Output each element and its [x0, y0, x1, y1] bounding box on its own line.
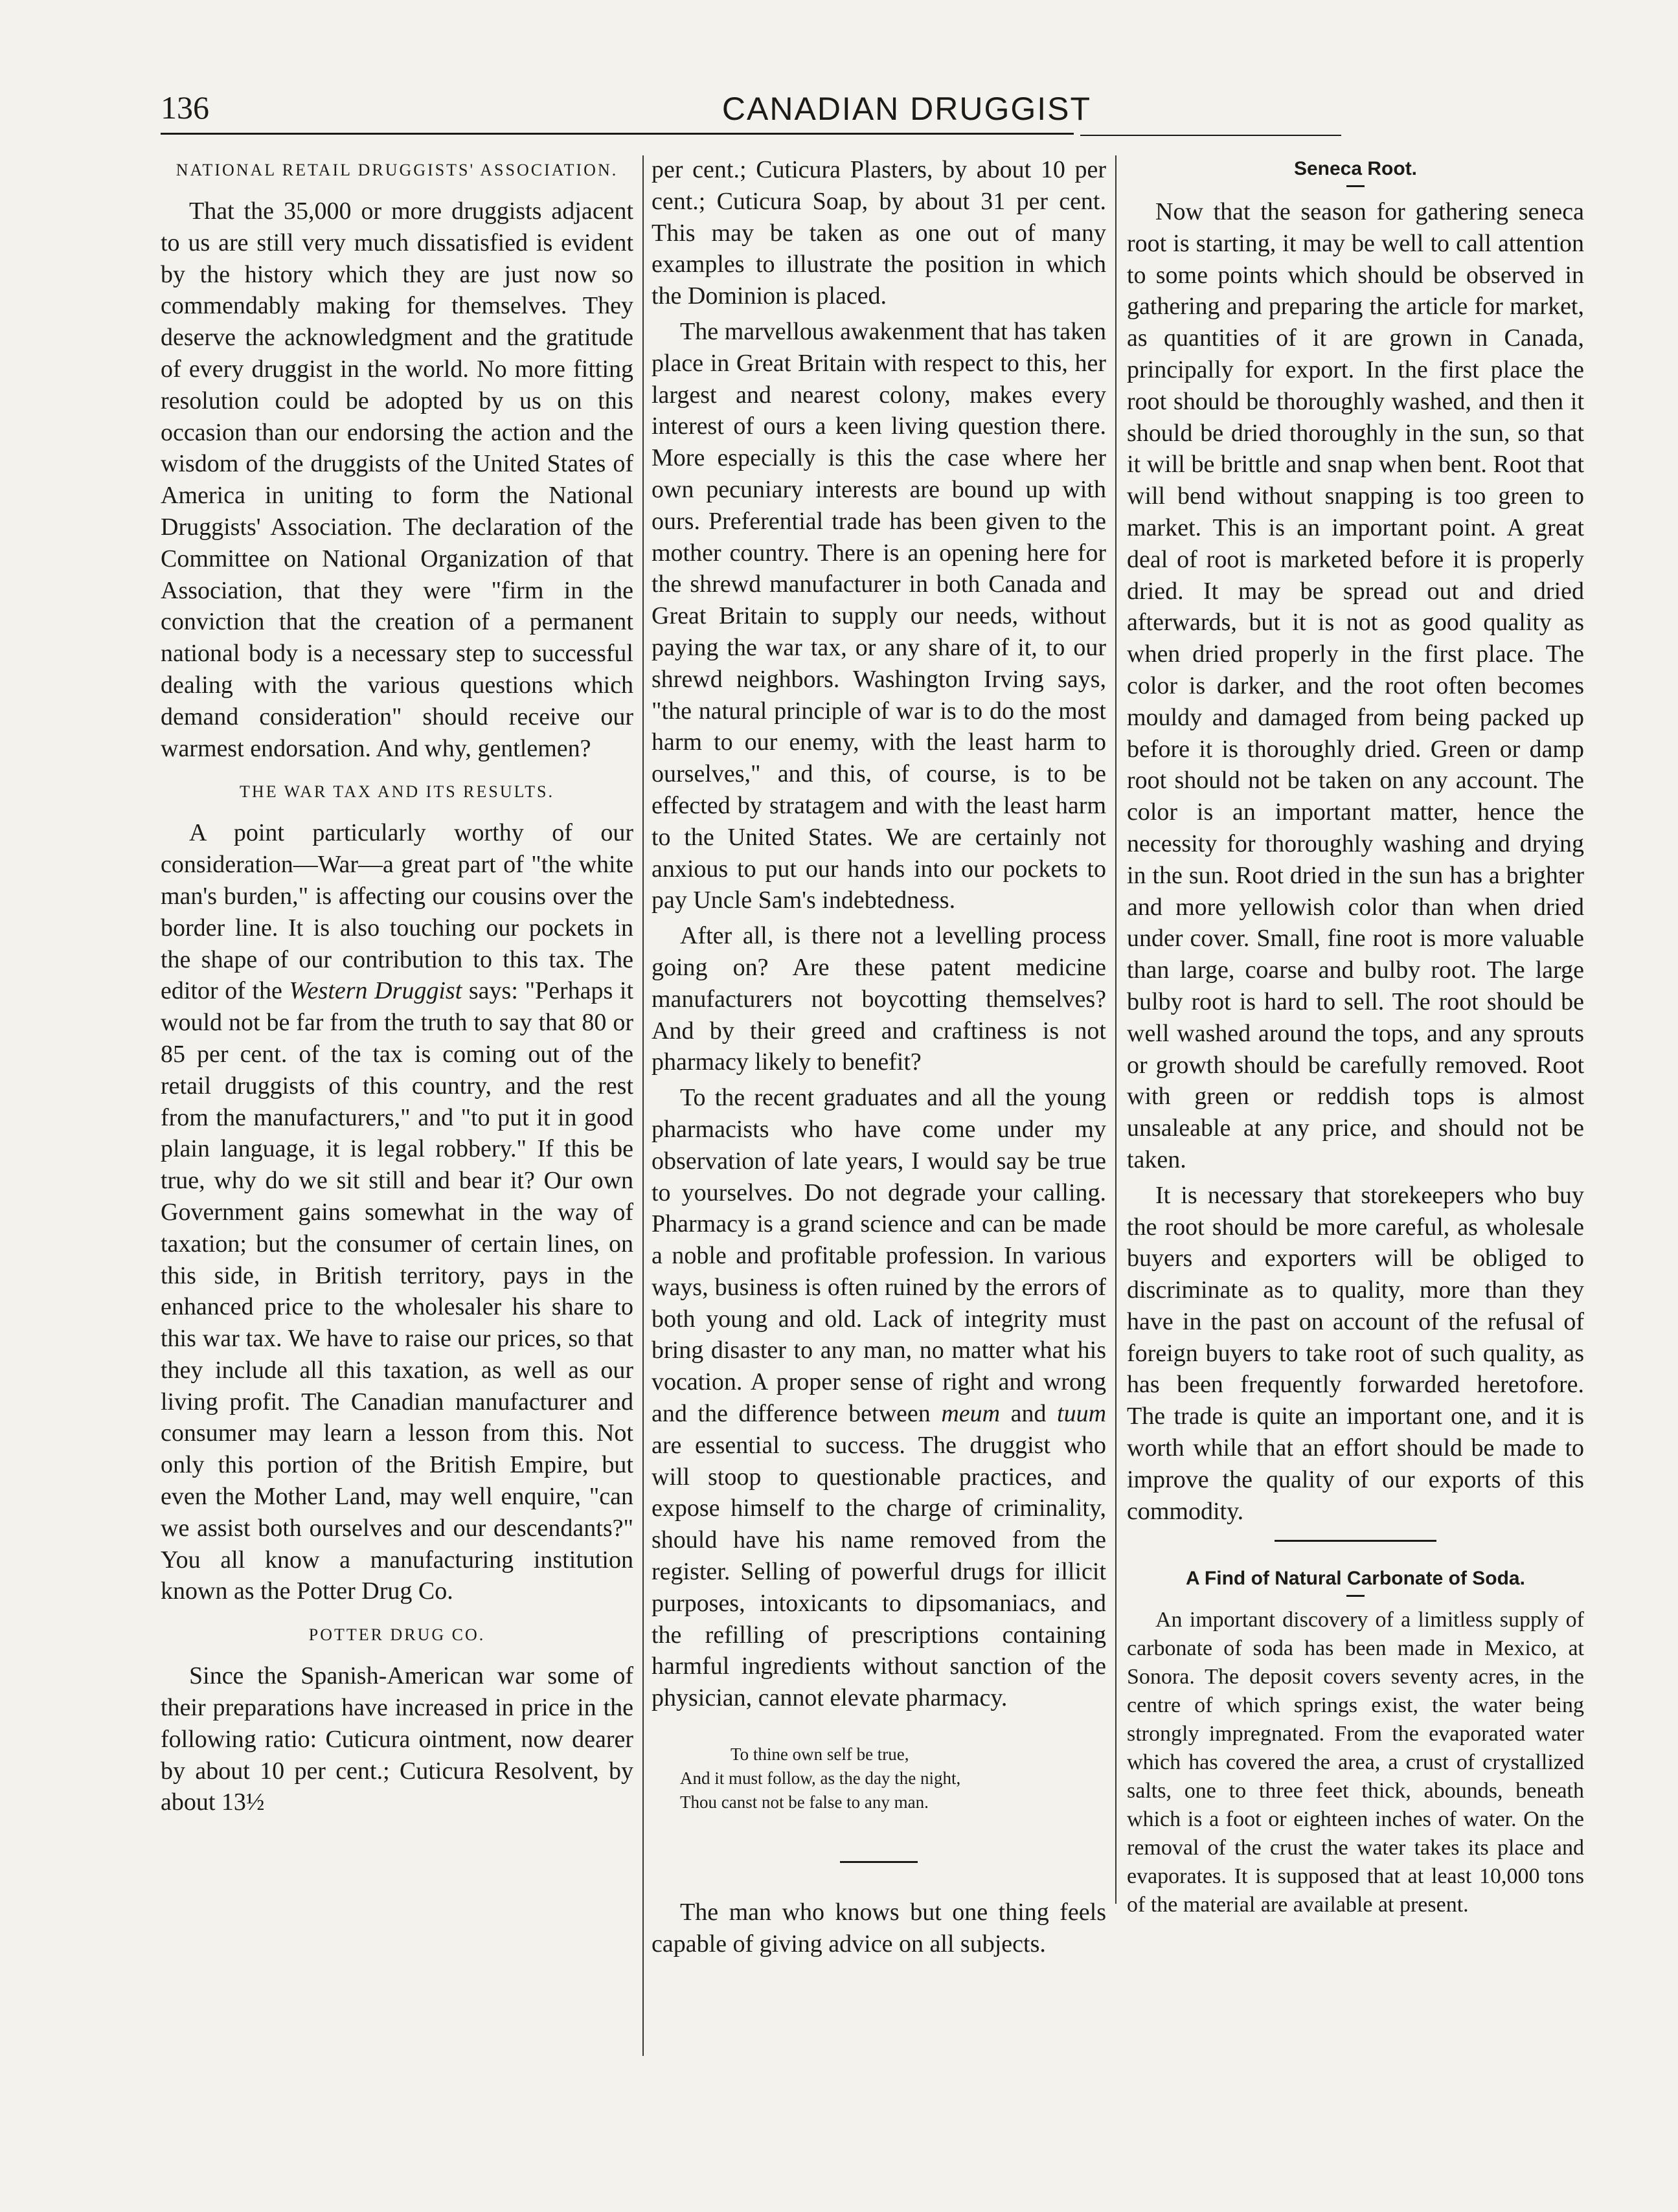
running-head: CANADIAN DRUGGIST [721, 91, 1092, 127]
heading-dash [1346, 1595, 1365, 1597]
column-3 [1127, 154, 1584, 1923]
section-heading-seneca-root: Seneca Root. [1293, 158, 1418, 179]
section-heading-carbonate-of-soda: A Find of Natural Carbonate of Soda. [1186, 1568, 1525, 1590]
page-number: 136 [161, 89, 209, 126]
column-1 [161, 154, 633, 1822]
section-heading-war-tax: THE WAR TAX AND ITS RESULTS. [240, 782, 554, 802]
paragraph: An important discovery of a limitless supply of carbonate of soda has been made in Mexico, at Sonora. The deposit covers seventy acres, in the centre of which springs exist, the water being strongly impregnated. From the evaporated water which has covered the area, a crust of crystallized salts, one to three feet thick, abounds, beneath which is a foot or eighteen inches of water. On the removal of the crust the water takes its place and evaporates. It is supposed that at least 10,000 tons of the material are available at present. [1127, 1608, 1584, 1917]
column-2 [652, 154, 1106, 1964]
paragraph: The man who knows but one thing feels capable of giving advice on all subjects. [652, 1899, 1106, 1958]
paragraph: The marvellous awakenment that has taken place in Great Britain with respect to this, her largest and nearest colony, makes every interest of ours a keen living question there. More especially is this the case where her own pecuniary interests are bound up with ours. Preferential trade has been given to the mother country. There is an opening here for the shrewd manufacturer in both Canada and Great Britain to supply our needs, without paying the war tax, or any share of it, to our shrewd neighbors. Washington Irving says, "the natural principle of war is to do the most harm to our enemy, with the least harm to ourselves," and this, of course, is to be effected by stratagem and with the least harm to the United States. We are certainly not anxious to put our hands into our pockets to pay Uncle Sam's indebtedness. [652, 317, 1106, 914]
verse-line: Thou canst not be false to any man. [680, 1792, 929, 1812]
paragraph: Since the Spanish-American war some of their preparations have increased in price in the following ratio: Cuticura ointment, now dearer by about 10 per cent.; Cuticura Resolvent, by about 13½ [161, 1662, 633, 1816]
paragraph: per cent.; Cuticura Plasters, by about 10 per cent.; Cuticura Soap, by about 31 per cent. This may be taken as one out of many examples to illustrate the position in which the Dominion is placed. [652, 156, 1106, 310]
heading-dash [1346, 185, 1365, 187]
column-rule-2 [1115, 155, 1117, 1904]
column-rule-1 [642, 155, 644, 2056]
paragraph: That the 35,000 or more druggists adjacent to us are still very much dissatisfied is evident by the history which they are just now so commendably making for themselves. They deserve the acknowledgment and the gratitude of every druggist in the world. No more fitting resolution could be adopted by us on this occasion than our endorsing the action and the wisdom of the druggists of the United States of America in uniting to form the National Druggists' Association. The declaration of the Committee on National Organization of that Association, that they were "firm in the conviction that the creation of a permanent national body is a necessary step to successful dealing with the various questions which demand consideration" should receive our warmest endorsation. And why, gentlemen? [161, 198, 633, 762]
paragraph: To the recent graduates and all the young pharmacists who have come under my observation of late years, I would say be true to yourselves. Do not degrade your calling. Pharmacy is a grand science and can be made a noble and profitable profession. In various ways, business is often ruined by the errors of both young and old. Lack of integrity must bring disaster to any man, no matter what his vocation. A proper sense of right and wrong and the difference between meum and tuum are essential to success. The druggist who will stoop to questionable practices, and expose himself to the charge of criminality, should have his name removed from the register. Selling of powerful drugs for illicit purposes, intoxicants to dipsomaniacs, and the refilling of prescriptions containing harmful ingredients without sanction of the physician, cannot elevate pharmacy. [652, 1084, 1106, 1712]
section-heading-potter-drug: POTTER DRUG CO. [308, 1625, 486, 1645]
verse-line: To thine own self be true, [731, 1744, 909, 1765]
section-heading-national-association: NATIONAL RETAIL DRUGGISTS' ASSOCIATION. [176, 161, 618, 179]
paragraph: It is necessary that storekeepers who buy the root should be more careful, as wholesale buyers and exporters will be obliged to discriminate as to quality, more than they have in the past on account of the refusal of foreign buyers to take root of such quality, as has been frequently forwarded heretofore. The trade is quite an important one, and it is worth while that an effort should be made to improve the quality of our exports of this commodity. [1127, 1181, 1584, 1525]
paragraph: A point particularly worthy of our consideration—War—a great part of "the white man's burden," is affecting our cousins over the border line. It is also touching our pockets in the shape of our contribution to this tax. The editor of the Western Druggist says: "Perhaps it would not be far from the truth to say that 80 or 85 per cent. of the tax is coming out of the retail druggists of this country, and the rest from the manufacturers," and "to put it in good plain language, it is legal robbery." If this be true, why do we sit still and bear it? Our own Government gains somewhat in the way of taxation; but the consumer of certain lines, on this side, in British territory, pays in the enhanced price to the wholesaler his share to this war tax. We have to raise our prices, so that they include all this taxation, as well as our living profit. The Canadian manufacturer and consumer may learn a lesson from this. Not only this portion of the British Empire, but even the Mother Land, may well enquire, "can we assist both ourselves and our descendants?" You all know a manufacturing institution known as the Potter Drug Co. [161, 819, 633, 1605]
section-divider [840, 1861, 918, 1863]
verse-line: And it must follow, as the day the night, [680, 1768, 961, 1789]
paragraph: Now that the season for gathering seneca root is starting, it may be well to call attention to some points which should be observed in gathering and preparing the article for market, as quantities of it are grown in Canada, principally for export. In the first place the root should be thoroughly washed, and then it should be dried thoroughly in the sun, so that it will be brittle and snap when bent. Root that will bend without snapping is too green to market. This is an important point. A great deal of root is marketed before it is properly dried. It may be spread out and dried afterwards, but it is not as good quality as when dried properly in the first place. The color is darker, and the root often becomes mouldy and damaged from being packed up before it is thoroughly dried. Green or damp root should not be taken on any account. The color is an important matter, hence the necessity for thoroughly washing and drying in the sun. Root dried in the sun has a brighter and more yellowish color than when dried under cover. Small, fine root is more valuable than large, coarse and bulby root. The large bulby root is hard to sell. The root should be well washed around the tops, and any sprouts or growth should be carefully removed. Root with green or reddish tops is almost unsaleable at any price, and should not be taken. [1127, 198, 1584, 1173]
journal-title: Western Druggist [289, 977, 462, 1005]
section-divider [1275, 1540, 1436, 1542]
small-print-article [1127, 1606, 1584, 1919]
header-rule-right [1080, 135, 1341, 136]
header-rule [161, 133, 1074, 135]
paragraph: After all, is there not a levelling process going on? Are these patent medicine manufacturers not boycotting themselves? And by their greed and craftiness is not pharmacy likely to benefit? [652, 922, 1106, 1076]
verse-quotation [652, 1743, 1106, 1814]
